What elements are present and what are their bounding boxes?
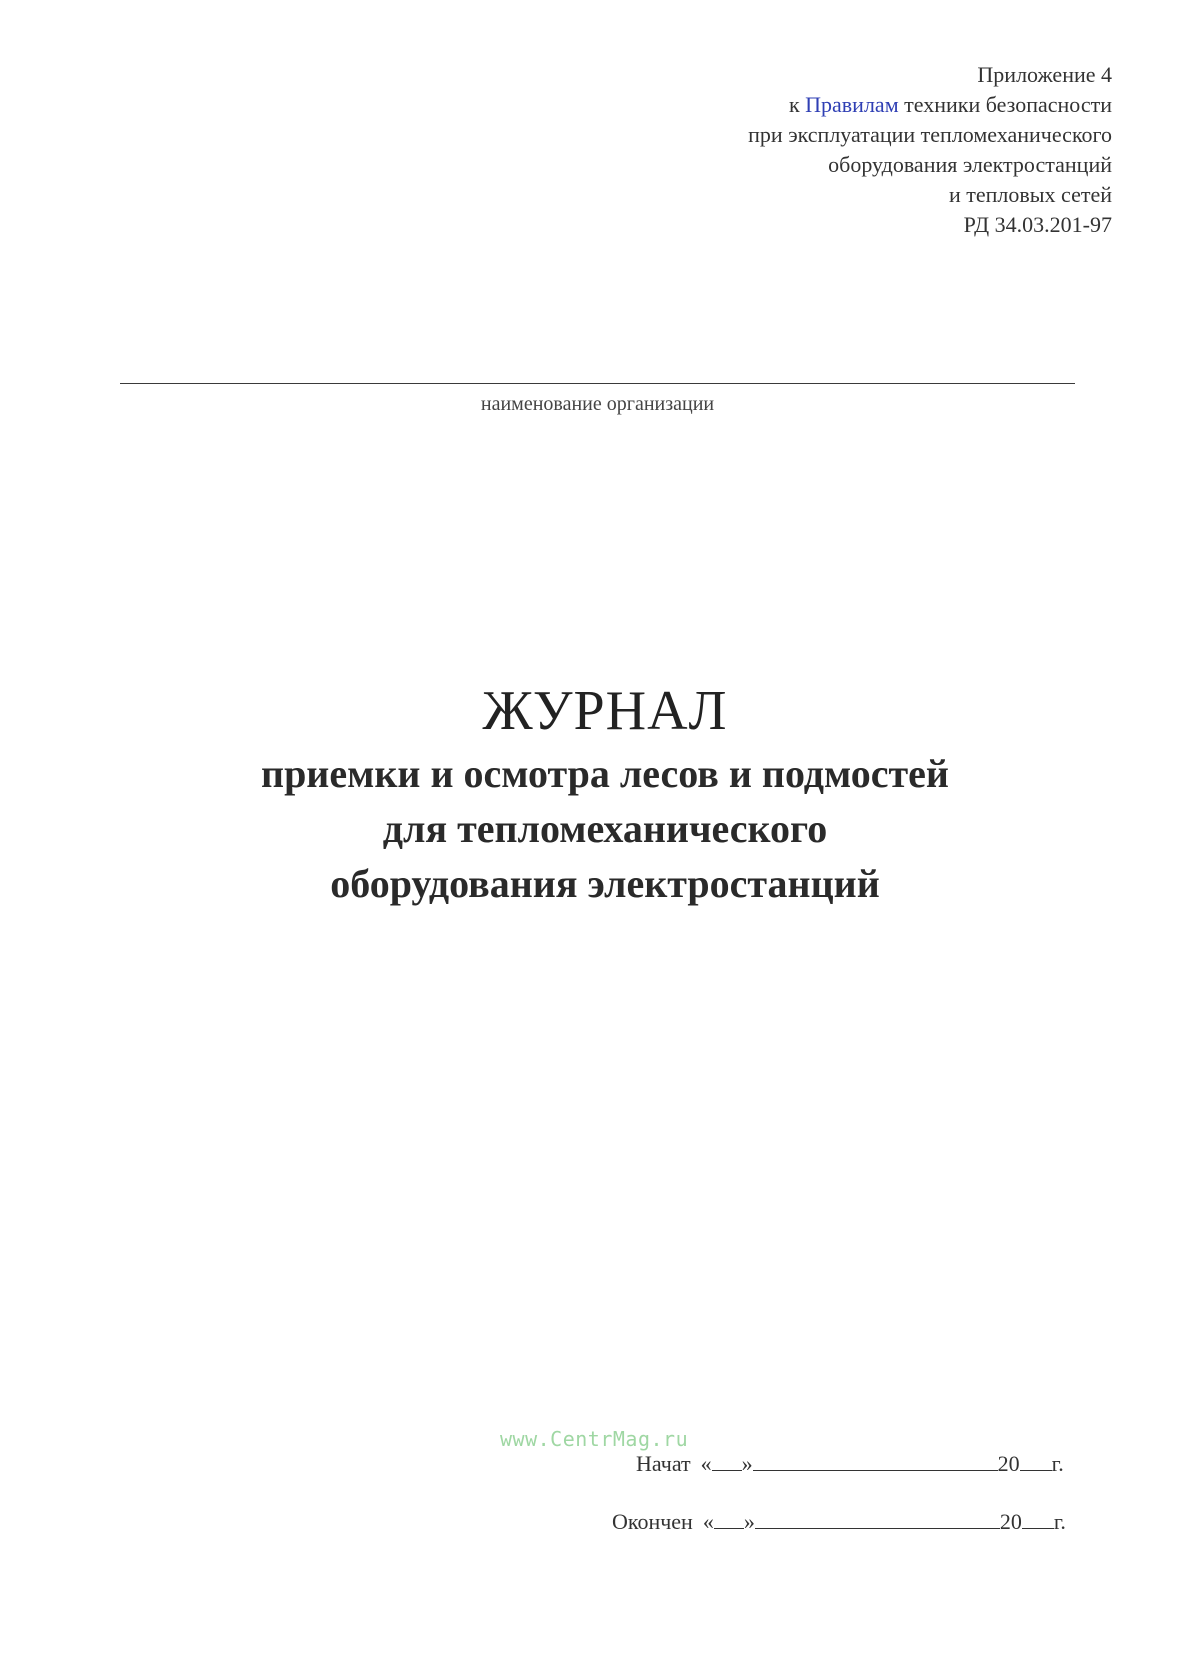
appendix-document-code: РД 34.03.201-97 (963, 212, 1112, 237)
appendix-rules-line (748, 90, 1112, 120)
subtitle-line-1: приемки и осмотра лесов и подмостей (261, 751, 949, 796)
organization-name-line (120, 383, 1075, 384)
day-blank[interactable] (714, 1508, 744, 1529)
close-quote: » (743, 1509, 755, 1534)
appendix-number: Приложение 4 (977, 62, 1112, 87)
watermark: www.CentrMag.ru (500, 1427, 689, 1451)
year-prefix: 20 (997, 1451, 1020, 1476)
year-suffix: г. (1051, 1451, 1064, 1476)
year-prefix: 20 (999, 1509, 1022, 1534)
journal-subtitle (0, 746, 1199, 911)
appendix-block (748, 60, 1112, 240)
year-suffix: г. (1053, 1509, 1066, 1534)
started-date-row (636, 1450, 1064, 1477)
open-quote: « (702, 1509, 714, 1534)
rules-link[interactable]: Правилам (805, 92, 899, 117)
finished-date-row (612, 1508, 1066, 1535)
journal-title: ЖУРНАЛ (482, 680, 728, 742)
appendix-line-equipment: оборудования электростанций (828, 152, 1112, 177)
day-blank[interactable] (712, 1450, 742, 1471)
appendix-prefix: к (788, 92, 806, 117)
organization-caption: наименование организации (480, 393, 715, 415)
finished-label: Окончен (612, 1509, 693, 1534)
appendix-line-networks: и тепловых сетей (948, 182, 1112, 207)
appendix-rules-suffix: техники безопасности (898, 92, 1112, 117)
open-quote: « (700, 1451, 712, 1476)
year-blank[interactable] (1020, 1450, 1052, 1471)
close-quote: » (741, 1451, 753, 1476)
subtitle-line-2: для тепломеханического (382, 806, 828, 851)
year-blank[interactable] (1022, 1508, 1054, 1529)
started-label: Начат (636, 1451, 691, 1476)
month-blank[interactable] (753, 1450, 998, 1471)
subtitle-line-3: оборудования электростанций (330, 861, 880, 906)
month-blank[interactable] (755, 1508, 1000, 1529)
appendix-line-operation: при эксплуатации тепломеханического (748, 122, 1112, 147)
